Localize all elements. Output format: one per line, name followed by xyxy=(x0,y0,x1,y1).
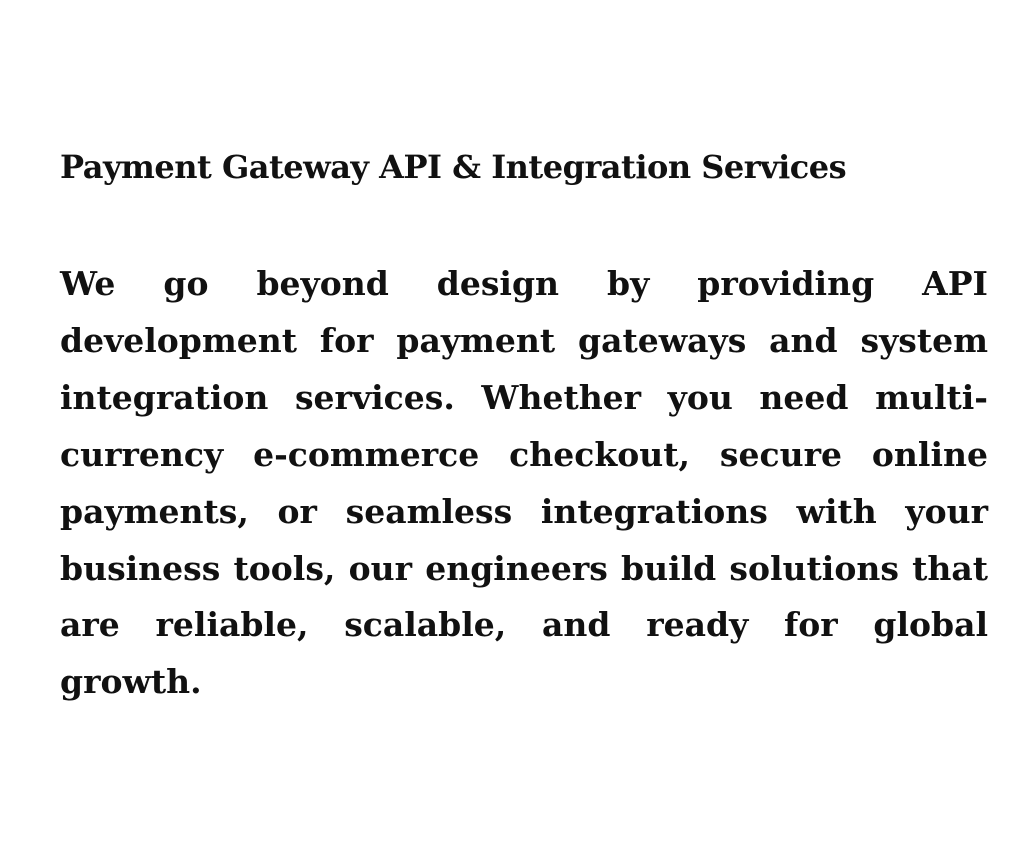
page-title: Payment Gateway API & Integration Services xyxy=(60,148,847,186)
document-page xyxy=(60,0,988,858)
body-paragraph: We go beyond design by providing API development for payment gateways and system integration services. Whether you need multi-currency e-commerce checkout, secure online payments, or seamless integrations with your business tools, our engineers build solutions that are reliable, scalable, and ready for global growth. xyxy=(60,264,988,702)
